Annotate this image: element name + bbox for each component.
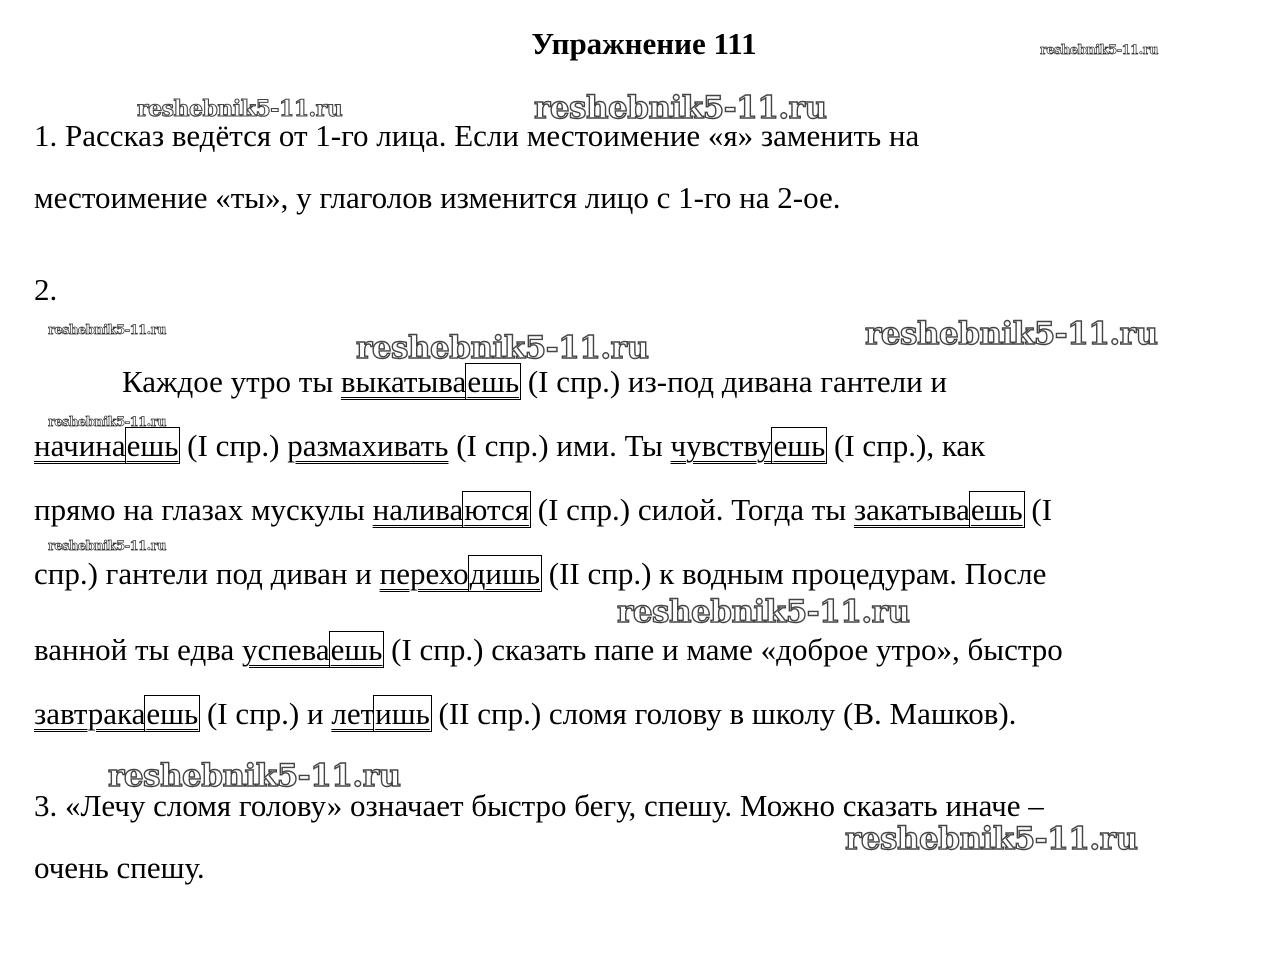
- text-segment: (I: [1023, 492, 1053, 527]
- verb-zakatyvaesh: закатываешь: [853, 492, 1023, 527]
- text-line-4: [34, 554, 1046, 594]
- ending-box: ешь: [126, 428, 179, 463]
- text-line-6: [34, 694, 1016, 734]
- text-segment: (I спр.), как: [826, 428, 986, 463]
- watermark: reshebnik5-11.ru: [865, 316, 1158, 352]
- ending-box: ешь: [146, 696, 199, 731]
- text-segment: Каждое утро ты: [122, 364, 341, 399]
- verb-letish: летишь: [331, 696, 430, 731]
- ending-box: ешь: [467, 364, 520, 399]
- watermark: reshebnik5-11.ru: [845, 821, 1138, 857]
- text-segment: прямо на глазах мускулы: [34, 492, 373, 527]
- text-segment: (I спр.) ими. Ты: [448, 428, 671, 463]
- text-segment: спр.) гантели под диван и: [34, 556, 380, 591]
- verb-uspevaesh: успеваешь: [242, 632, 383, 667]
- watermark: reshebnik5-11.ru: [137, 96, 343, 122]
- watermark: reshebnik5-11.ru: [48, 323, 167, 338]
- verb-nalivayutsya: наливаются: [372, 492, 529, 527]
- answer-1-line-2: местоимение «ты», у глаголов изменится лицо с 1-го на 2-ое.: [34, 180, 841, 215]
- text-line-2: [34, 426, 985, 466]
- ending-box: ются: [464, 492, 529, 527]
- watermark: reshebnik5-11.ru: [108, 758, 401, 794]
- text-segment: (I спр.): [179, 428, 288, 463]
- watermark: reshebnik5-11.ru: [617, 594, 910, 630]
- verb-razmakhivat: размахивать: [287, 428, 449, 463]
- verb-nachinaesh: начинаешь: [34, 428, 179, 463]
- verb-perekhodish: переходишь: [379, 556, 541, 591]
- ending-box: ишь: [375, 696, 430, 731]
- text-segment: (I спр.) сказать папе и маме «доброе утро», быстро: [383, 632, 1063, 667]
- exercise-title: Упражнение 111: [531, 26, 757, 61]
- text-segment: (II спр.) к водным процедурам. После: [541, 556, 1047, 591]
- text-segment: (I спр.) силой. Тогда ты: [530, 492, 854, 527]
- text-segment: (I спр.) и: [199, 696, 332, 731]
- verb-zavtrakaesh: завтракаешь: [34, 696, 199, 731]
- text-line-3: [34, 490, 1052, 530]
- text-segment: (I спр.) из-под дивана гантели и: [520, 364, 948, 399]
- answer-1-line-1: 1. Рассказ ведётся от 1-го лица. Если местоимение «я» заменить на: [34, 118, 920, 153]
- watermark: reshebnik5-11.ru: [356, 330, 649, 366]
- text-line-1: [122, 362, 947, 402]
- watermark: reshebnik5-11.ru: [1040, 43, 1159, 58]
- text-line-5: [34, 630, 1063, 670]
- watermark: reshebnik5-11.ru: [48, 539, 167, 554]
- answer-3-line-1: 3. «Лечу сломя голову» означает быстро бегу, спешу. Можно сказать иначе –: [34, 788, 1044, 823]
- text-segment: ванной ты едва: [34, 632, 242, 667]
- verb-vykatyvaesh: выкатываешь: [340, 364, 520, 399]
- ending-box: дишь: [469, 556, 541, 591]
- answer-3-line-2: очень спешу.: [34, 850, 205, 885]
- answer-2-label: 2.: [34, 272, 58, 307]
- ending-box: ешь: [773, 428, 826, 463]
- watermark: reshebnik5-11.ru: [48, 415, 167, 430]
- verb-chuvstvuesh: чувствуешь: [670, 428, 826, 463]
- watermark: reshebnik5-11.ru: [534, 90, 827, 126]
- ending-box: ешь: [970, 492, 1023, 527]
- text-segment: (II спр.) сломя голову в школу (В. Машков).: [430, 696, 1017, 731]
- ending-box: ешь: [330, 632, 383, 667]
